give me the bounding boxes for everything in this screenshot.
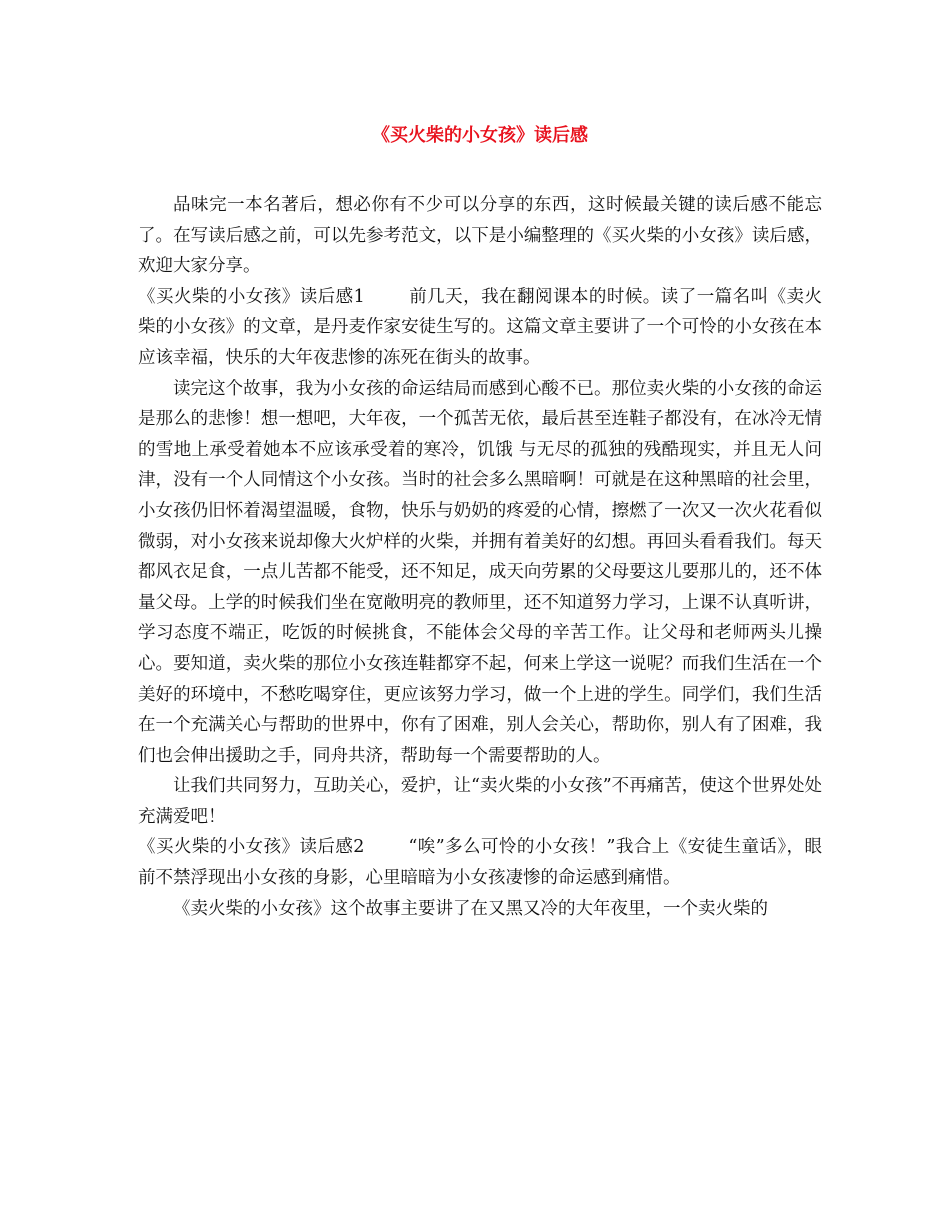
- intro-paragraph: 品味完一本名著后，想必你有不少可以分享的东西，这时候最关键的读后感不能忘了。在写读后感之前，可以先参考范文，以下是小编整理的《买火柴的小女孩》读后感，欢迎大家分享。: [138, 195, 822, 277]
- essay1-heading: 《买火柴的小女孩》读后感1: [138, 286, 365, 307]
- essay1-heading-paragraph: [138, 282, 822, 374]
- essay1-paragraph: 让我们共同努力，互助关心，爱护，让“卖火柴的小女孩”不再痛苦，使这个世界处处充满爱吧！: [138, 776, 822, 827]
- essay2-paragraph: 《卖火柴的小女孩》这个故事主要讲了在又黑又冷的大年夜里，一个卖火柴的: [173, 898, 768, 919]
- essay2-first-paragraph: “唉”多么可怜的小女孩！”我合上《安徒生童话》，眼前不禁浮现出小女孩的身影，心里暗暗为小女孩凄惨的命运感到痛惜。: [138, 837, 822, 889]
- document-body: [138, 190, 822, 924]
- essay1-paragraph: 读完这个故事，我为小女孩的命运结局而感到心酸不已。那位卖火柴的小女孩的命运是那么的悲惨！想一想吧，大年夜，一个孤苦无依，最后甚至连鞋子都没有，在冰冷无情的雪地上承受着她本不应该承受着的寒冷，饥饿 与无尽的孤独的残酷现实，并且无人问津，没有一个人同情这个小女孩。当时的社会多么黑暗啊！可就是在这种黑暗的社会里，小女孩仍旧怀着渴望温暖，食物，快乐与奶奶的疼爱的心情，擦燃了一次又一次火花看似微弱，对小女孩来说却像大火炉样的火柴，并拥有着美好的幻想。再回头看看我们。每天都风衣足食，一点儿苦都不能受，还不知足，成天向劳累的父母要这儿要那儿的，还不体量父母。上学的时候我们坐在宽敞明亮的教师里，还不知道努力学习，上课不认真听讲，学习态度不端正，吃饭的时候挑食，不能体会父母的辛苦工作。让父母和老师两头儿操心。要知道，卖火柴的那位小女孩连鞋都穿不起，何来上学这一说呢？而我们生活在一个美好的环境中，不愁吃喝穿住，更应该努力学习，做一个上进的学生。同学们，我们生活在一个充满关心与帮助的世界中，你有了困难，别人会关心，帮助你，别人有了困难，我们也会伸出援助之手，同舟共济，帮助每一个需要帮助的人。: [138, 378, 822, 766]
- document-title: 《买火柴的小女孩》读后感: [372, 125, 588, 146]
- essay2-heading: 《买火柴的小女孩》读后感2: [138, 837, 365, 858]
- essay1-first-paragraph: 前几天，我在翻阅课本的时候。读了一篇名叫《卖火柴的小女孩》的文章，是丹麦作家安徒生写的。这篇文章主要讲了一个可怜的小女孩在本应该幸福，快乐的大年夜悲惨的冻死在街头的故事。: [138, 286, 822, 368]
- essay2-heading-paragraph: [138, 832, 822, 893]
